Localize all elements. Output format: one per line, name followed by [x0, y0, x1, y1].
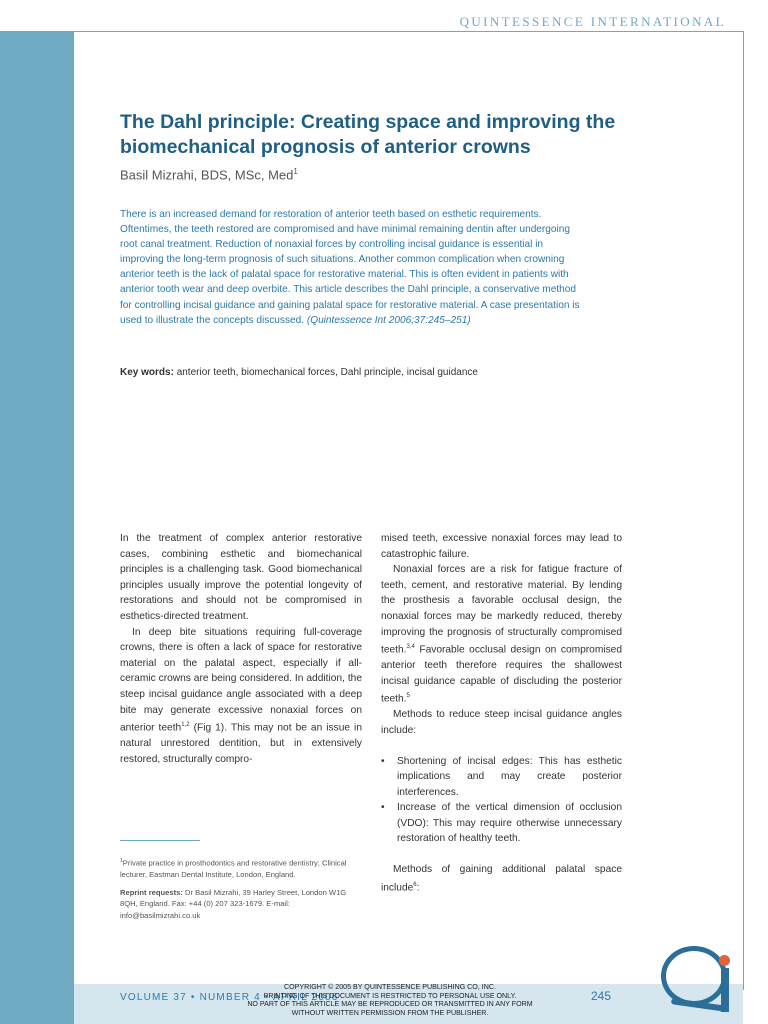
paragraph: [381, 862, 622, 896]
reference-sup: 1,2: [181, 722, 190, 729]
paragraph: [381, 562, 622, 707]
q-letter-shape: [661, 946, 727, 1006]
sidebar-band: [0, 32, 74, 1024]
paragraph-text: In deep bite situations requiring full-coverage crowns, there is often a lack of space for restorative material on the palatal aspect, especially if all-ceramic crowns are being considered. In addition, the steep incisal guidance angle associated with a deep bite may generate excessive nonaxial forces on anterior teeth: [120, 626, 362, 734]
keywords-label: Key words:: [120, 367, 174, 378]
affil-sup: 1: [120, 858, 123, 864]
keywords-text: anterior teeth, biomechanical forces, Dahl principle, incisal guidance: [176, 367, 478, 378]
footnote-rule: [120, 840, 200, 841]
right-rule: [743, 32, 744, 990]
article-title: The Dahl principle: Creating space and improving the biomechanical prognosis of anterior crowns: [120, 111, 616, 158]
reference-sup: 3,4: [406, 644, 415, 651]
reference-sup: 5: [406, 693, 410, 700]
page-number: 245: [591, 989, 612, 1003]
list-item: • Increase of the vertical dimension of occlusion (VDO): This may require otherwise unnecessary restoration of healthy teeth.: [381, 800, 622, 847]
paragraph-text: :: [416, 882, 420, 894]
paragraph-text: Favorable occlusal design on compromised anterior teeth therefore requires the shallowest incisal guidance capable of discluding the posterior teeth.: [381, 644, 622, 705]
copyright-line: PRINTING OF THIS DOCUMENT IS RESTRICTED TO PERSONAL USE ONLY.: [263, 991, 517, 1000]
reference-sup: 6: [413, 881, 417, 888]
paragraph: In the treatment of complex anterior restorative cases, combining esthetic and biomechanical principles is a challenging task. Good biomechanical principles usually improve the potential longevity of restorations and should not be compromised in esthetics-directed treatment.: [120, 533, 362, 622]
author-name: Basil Mizrahi, BDS, MSc, Med: [120, 167, 294, 183]
volume-line: VOLUME 37 • NUMBER 4 • APRIL 2006: [120, 992, 339, 1003]
paragraph: Methods to reduce steep incisal guidance angles include:: [381, 709, 622, 736]
paragraph-text: (Fig 1). This may not be an issue in natural unrestored dentition, but in extensively restored, structurally compro-: [120, 722, 362, 765]
paragraph: [120, 625, 362, 768]
body-column-left: [120, 531, 362, 767]
paragraph-text: Methods of gaining additional palatal space include: [381, 864, 622, 894]
footnotes: [120, 856, 365, 927]
qi-logo: [661, 946, 743, 1024]
paragraph-text: Nonaxial forces are a risk for fatigue fracture of teeth, cement, and restorative material. By lending the prosthesis a favorable occlusal design, the nonaxial forces may be markedly reduced, thereby improving the prognosis of structurally compromised teeth.: [381, 564, 622, 656]
keywords: [120, 367, 478, 378]
copyright-line: COPYRIGHT © 2005 BY QUINTESSENCE PUBLISHING CO, INC.: [284, 983, 496, 991]
affiliation-text: Private practice in prosthodontics and restorative dentistry; Clinical lecturer, Eastman Dental Institute, London, England.: [120, 858, 347, 880]
body-column-right: [381, 531, 622, 896]
journal-name: QUINTESSENCE INTERNATIONAL: [459, 14, 726, 29]
i-dot-shape: [719, 955, 730, 966]
abstract: [120, 207, 582, 328]
header-rule: [0, 31, 744, 32]
copyright-notice: [200, 983, 580, 1018]
bullet-list: [381, 754, 622, 848]
abstract-text: There is an increased demand for restoration of anterior teeth based on esthetic requirements. Oftentimes, the teeth restored are compromised and have minimal remaining dentin after undergoing root canal treatment. Reduction of nonaxial forces by controlling incisal guidance is essential in improving the long-term prognosis of such situations. Another common complication when crowning anterior teeth is the lack of palatal space for restorative material. This is often evident in patients with anterior tooth wear and deep overbite. This article describes the Dahl principle, a conservative method for controlling incisal guidance and gaining palatal space for restorative material. A case presentation is used to illustrate the concepts discussed.: [120, 209, 580, 326]
abstract-citation: (Quintessence Int 2006;37:245–251): [306, 314, 471, 326]
reprint-text: Dr Basil Mizrahi, 39 Harley Street, London W1G 8QH, England. Fax: +44 (0) 207 323-1679. E-mail: info@basilmizrahi.co.uk: [120, 887, 347, 920]
author-affil-sup: 1: [293, 167, 298, 176]
copyright-line: WITHOUT WRITTEN PERMISSION FROM THE PUBLISHER.: [291, 1009, 489, 1018]
author-line: [120, 167, 298, 182]
affiliation-note: [120, 856, 365, 881]
reprint-note: [120, 887, 365, 922]
copyright-line: NO PART OF THIS ARTICLE MAY BE REPRODUCED OR TRANSMITTED IN ANY FORM: [247, 1000, 533, 1009]
paragraph: mised teeth, excessive nonaxial forces may lead to catastrophic failure.: [381, 533, 622, 560]
list-item: • Shortening of incisal edges: This has esthetic implications and may create posterior interferences.: [381, 754, 622, 801]
i-letter-shape: [721, 968, 729, 1012]
reprint-label: Reprint requests:: [120, 887, 183, 897]
